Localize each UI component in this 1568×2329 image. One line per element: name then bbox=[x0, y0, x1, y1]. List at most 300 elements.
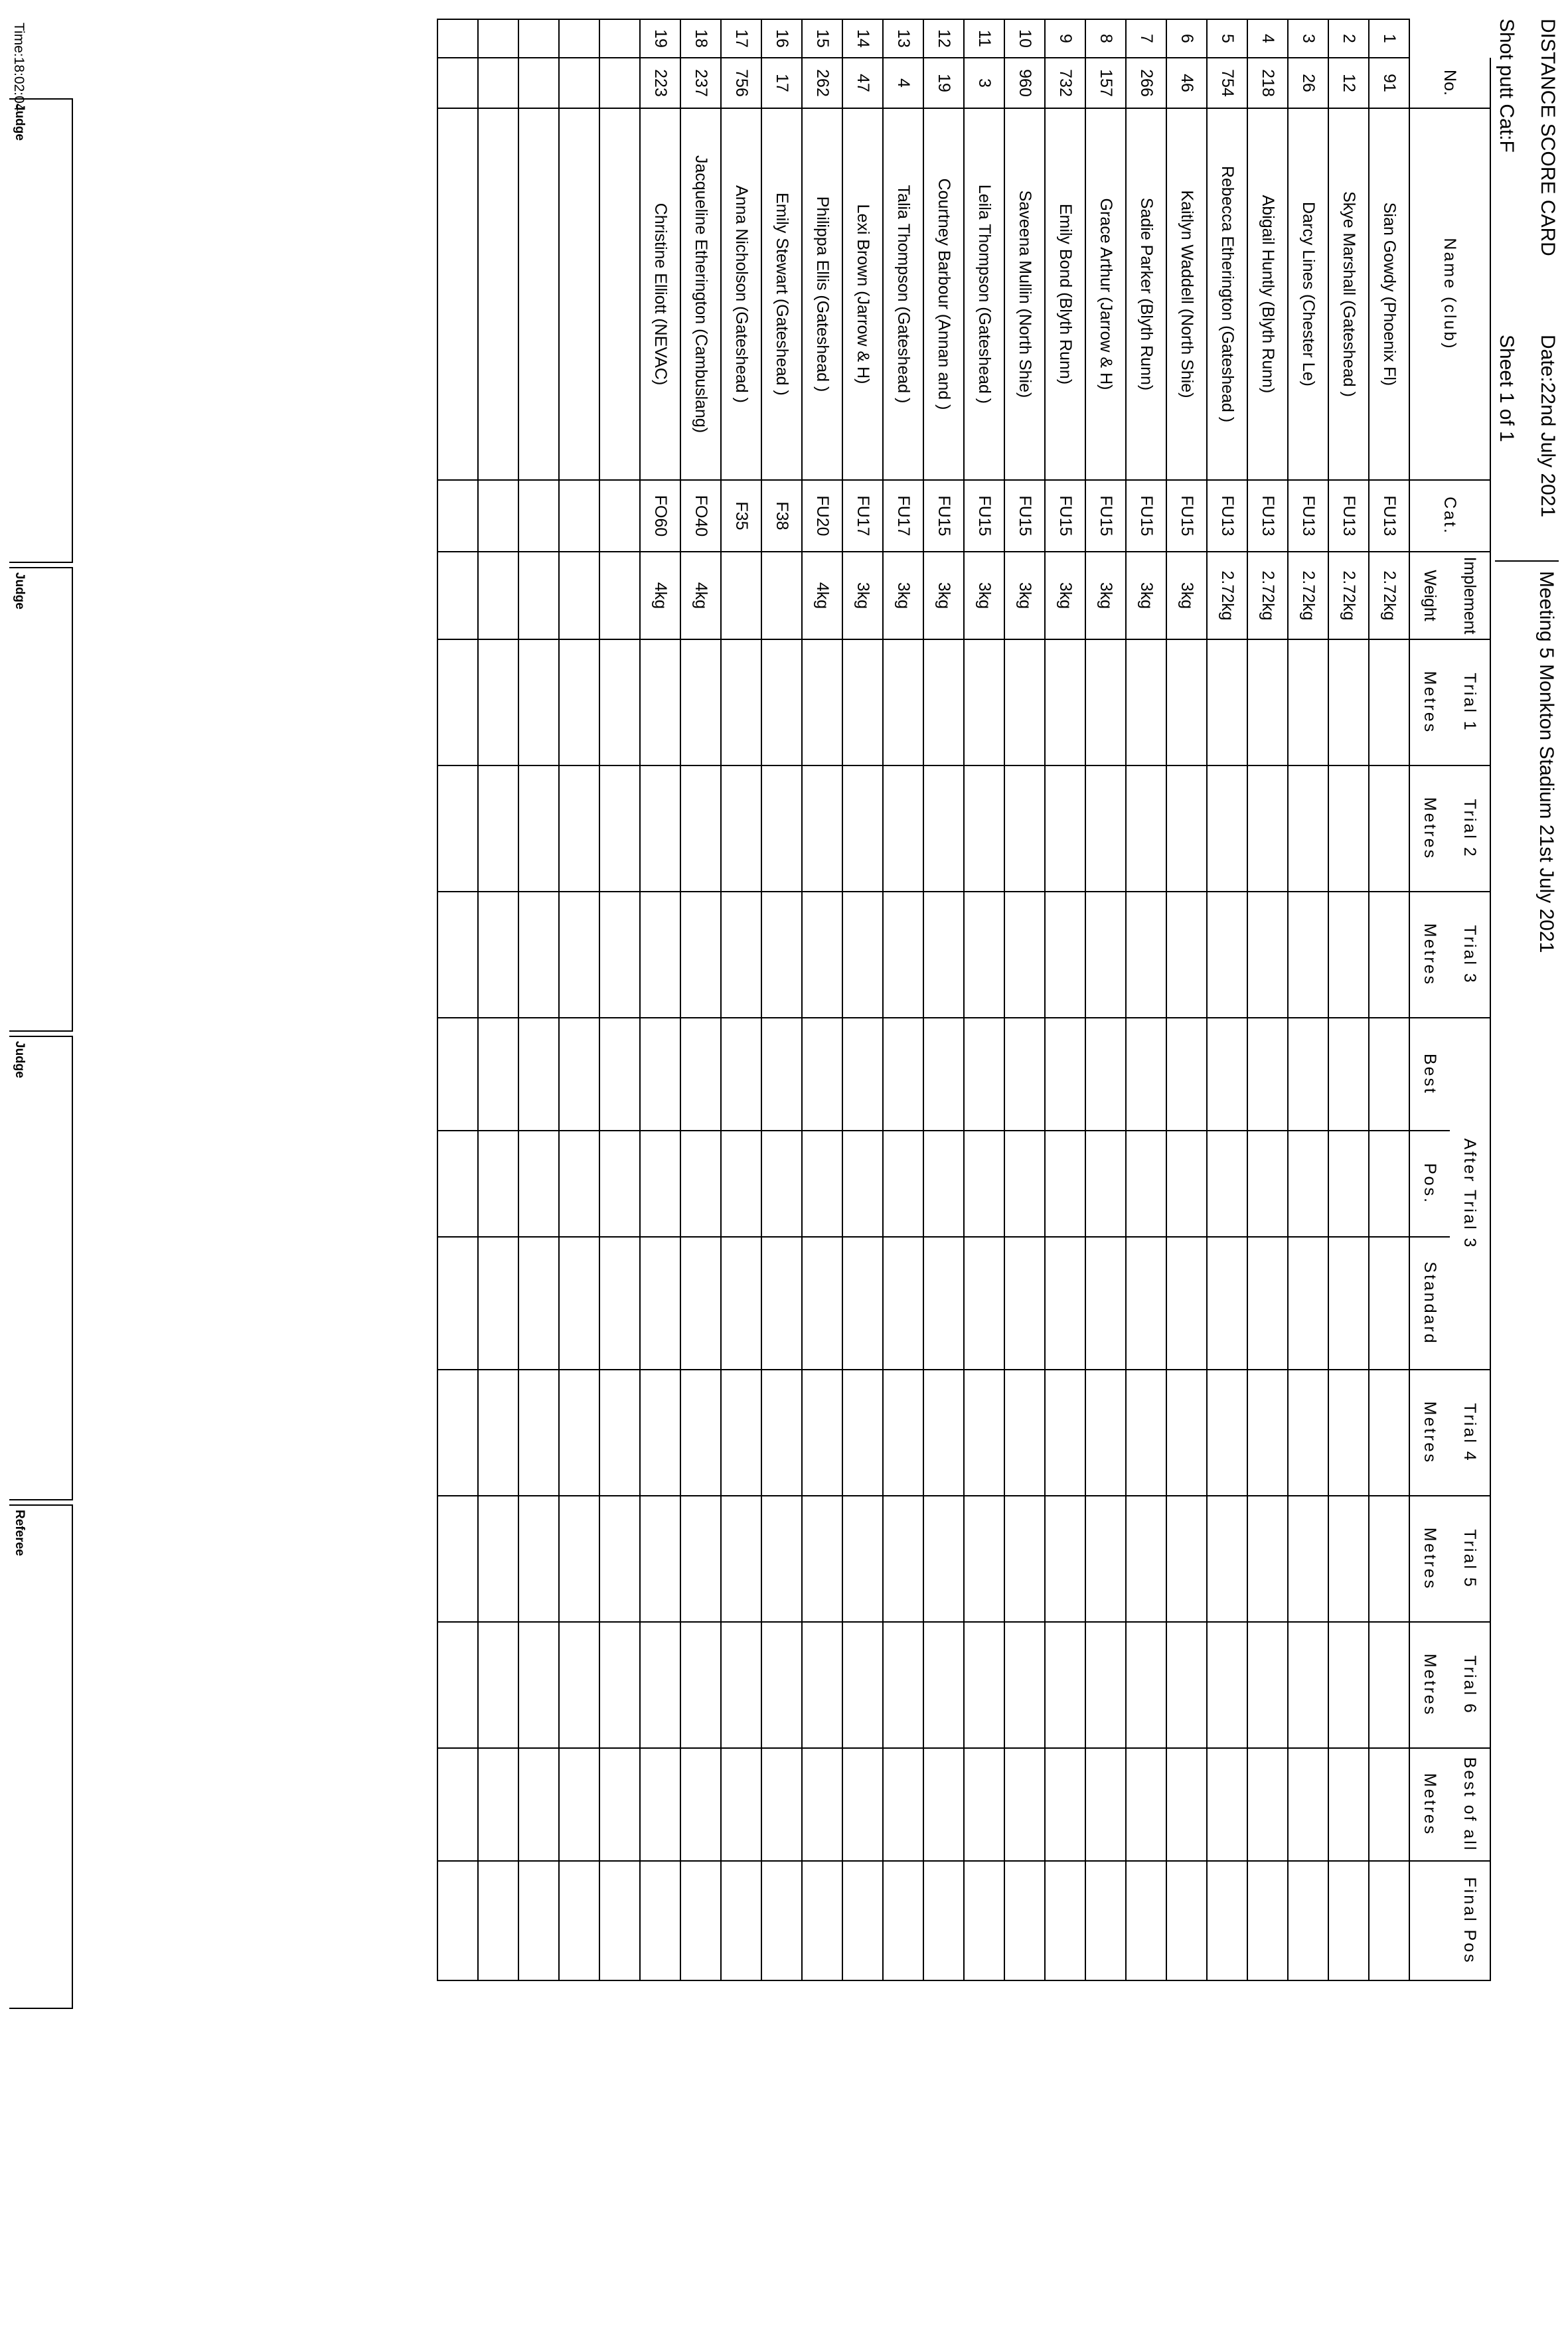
cell-after3-pos[interactable] bbox=[842, 1131, 883, 1237]
cell-trial5[interactable] bbox=[640, 1496, 680, 1622]
cell-trial2[interactable] bbox=[1126, 765, 1166, 892]
cell-trial4[interactable] bbox=[640, 1370, 680, 1496]
cell-athlete-number: 218 bbox=[1247, 58, 1288, 108]
cell-trial1[interactable] bbox=[1166, 639, 1207, 765]
cell-trial3[interactable] bbox=[1207, 892, 1247, 1018]
cell-trial3[interactable] bbox=[923, 892, 964, 1018]
cell-trial4[interactable] bbox=[761, 1370, 802, 1496]
cell-trial2[interactable] bbox=[802, 765, 842, 892]
cell-best-of-all[interactable] bbox=[923, 1748, 964, 1861]
cell-after3-best[interactable] bbox=[1126, 1018, 1166, 1131]
cell-trial4[interactable] bbox=[1369, 1370, 1409, 1496]
judge-signature-1[interactable] bbox=[9, 98, 73, 563]
cell-trial1[interactable] bbox=[680, 639, 721, 765]
cell-after3-best[interactable] bbox=[1004, 1018, 1045, 1131]
cell-trial6[interactable] bbox=[1045, 1622, 1085, 1748]
cell-trial2[interactable] bbox=[883, 765, 923, 892]
cell-trial6[interactable] bbox=[478, 1622, 518, 1748]
cell-best-of-all[interactable] bbox=[1247, 1748, 1288, 1861]
cell-after3-pos[interactable] bbox=[1288, 1131, 1328, 1237]
cell-after3-pos[interactable] bbox=[437, 1131, 478, 1237]
cell-final-pos[interactable] bbox=[599, 1861, 640, 1980]
cell-final-pos[interactable] bbox=[1207, 1861, 1247, 1980]
cell-after3-best[interactable] bbox=[1207, 1018, 1247, 1131]
cell-trial2[interactable] bbox=[680, 765, 721, 892]
cell-trial5[interactable] bbox=[1328, 1496, 1369, 1622]
cell-trial3[interactable] bbox=[842, 892, 883, 1018]
cell-trial4[interactable] bbox=[1166, 1370, 1207, 1496]
cell-after3-standard[interactable] bbox=[640, 1237, 680, 1370]
cell-trial6[interactable] bbox=[721, 1622, 761, 1748]
event-category: Shot putt Cat:F bbox=[1496, 19, 1518, 153]
cell-after3-standard[interactable] bbox=[1126, 1237, 1166, 1370]
cell-trial1[interactable] bbox=[559, 639, 599, 765]
cell-trial4[interactable] bbox=[1288, 1370, 1328, 1496]
cell-after3-pos[interactable] bbox=[1085, 1131, 1126, 1237]
cell-trial6[interactable] bbox=[437, 1622, 478, 1748]
cell-trial5[interactable] bbox=[680, 1496, 721, 1622]
cell-best-of-all[interactable] bbox=[964, 1748, 1004, 1861]
cell-best-of-all[interactable] bbox=[842, 1748, 883, 1861]
cell-after3-best[interactable] bbox=[437, 1018, 478, 1131]
cell-final-pos[interactable] bbox=[1166, 1861, 1207, 1980]
cell-trial1[interactable] bbox=[1045, 639, 1085, 765]
cell-trial4[interactable] bbox=[1328, 1370, 1369, 1496]
cell-final-pos[interactable] bbox=[883, 1861, 923, 1980]
cell-trial1[interactable] bbox=[1085, 639, 1126, 765]
row-index: 11 bbox=[964, 19, 1004, 58]
cell-trial4[interactable] bbox=[437, 1370, 478, 1496]
cell-best-of-all[interactable] bbox=[1126, 1748, 1166, 1861]
cell-trial6[interactable] bbox=[964, 1622, 1004, 1748]
cell-after3-standard[interactable] bbox=[1085, 1237, 1126, 1370]
cell-trial6[interactable] bbox=[1288, 1622, 1328, 1748]
cell-athlete-number: 756 bbox=[721, 58, 761, 108]
cell-after3-best[interactable] bbox=[478, 1018, 518, 1131]
cell-after3-pos[interactable] bbox=[802, 1131, 842, 1237]
cell-after3-standard[interactable] bbox=[1166, 1237, 1207, 1370]
cell-trial2[interactable] bbox=[1004, 765, 1045, 892]
cell-after3-pos[interactable] bbox=[599, 1131, 640, 1237]
cell-final-pos[interactable] bbox=[437, 1861, 478, 1980]
cell-final-pos[interactable] bbox=[923, 1861, 964, 1980]
cell-trial2[interactable] bbox=[842, 765, 883, 892]
cell-best-of-all[interactable] bbox=[802, 1748, 842, 1861]
cell-final-pos[interactable] bbox=[1247, 1861, 1288, 1980]
cell-after3-standard[interactable] bbox=[1328, 1237, 1369, 1370]
cell-trial6[interactable] bbox=[599, 1622, 640, 1748]
cell-after3-best[interactable] bbox=[923, 1018, 964, 1131]
cell-trial3[interactable] bbox=[680, 892, 721, 1018]
cell-trial2[interactable] bbox=[1045, 765, 1085, 892]
cell-after3-best[interactable] bbox=[1045, 1018, 1085, 1131]
cell-after3-pos[interactable] bbox=[680, 1131, 721, 1237]
cell-final-pos[interactable] bbox=[761, 1861, 802, 1980]
cell-trial4[interactable] bbox=[1247, 1370, 1288, 1496]
cell-trial2[interactable] bbox=[437, 765, 478, 892]
cell-after3-pos[interactable] bbox=[883, 1131, 923, 1237]
cell-trial1[interactable] bbox=[640, 639, 680, 765]
cell-after3-standard[interactable] bbox=[518, 1237, 559, 1370]
cell-after3-pos[interactable] bbox=[1369, 1131, 1409, 1237]
cell-trial3[interactable] bbox=[1085, 892, 1126, 1018]
cell-trial1[interactable] bbox=[721, 639, 761, 765]
table-row bbox=[1004, 19, 1045, 1980]
cell-trial5[interactable] bbox=[1288, 1496, 1328, 1622]
referee-signature[interactable] bbox=[9, 1504, 73, 2009]
judge-signature-3[interactable] bbox=[9, 1036, 73, 1500]
header-no: No. bbox=[1409, 58, 1490, 108]
cell-trial6[interactable] bbox=[1328, 1622, 1369, 1748]
cell-trial4[interactable] bbox=[1085, 1370, 1126, 1496]
cell-after3-best[interactable] bbox=[640, 1018, 680, 1131]
header-implement-weight: Weight bbox=[1409, 552, 1450, 639]
cell-trial3[interactable] bbox=[559, 892, 599, 1018]
cell-after3-standard[interactable] bbox=[437, 1237, 478, 1370]
cell-category: FU13 bbox=[1369, 480, 1409, 552]
cell-trial5[interactable] bbox=[761, 1496, 802, 1622]
cell-athlete-name bbox=[478, 108, 518, 480]
cell-after3-best[interactable] bbox=[964, 1018, 1004, 1131]
cell-after3-pos[interactable] bbox=[1045, 1131, 1085, 1237]
cell-trial5[interactable] bbox=[1247, 1496, 1288, 1622]
cell-trial2[interactable] bbox=[1288, 765, 1328, 892]
cell-final-pos[interactable] bbox=[1004, 1861, 1045, 1980]
cell-trial2[interactable] bbox=[1085, 765, 1126, 892]
cell-after3-standard[interactable] bbox=[802, 1237, 842, 1370]
cell-trial4[interactable] bbox=[802, 1370, 842, 1496]
cell-trial4[interactable] bbox=[478, 1370, 518, 1496]
cell-final-pos[interactable] bbox=[478, 1861, 518, 1980]
cell-trial5[interactable] bbox=[883, 1496, 923, 1622]
cell-after3-pos[interactable] bbox=[1207, 1131, 1247, 1237]
cell-trial3[interactable] bbox=[1328, 892, 1369, 1018]
cell-after3-standard[interactable] bbox=[680, 1237, 721, 1370]
cell-after3-best[interactable] bbox=[518, 1018, 559, 1131]
header-trial3-metres: Metres bbox=[1409, 892, 1450, 1018]
cell-after3-best[interactable] bbox=[802, 1018, 842, 1131]
row-index: 14 bbox=[842, 19, 883, 58]
cell-best-of-all[interactable] bbox=[559, 1748, 599, 1861]
cell-trial6[interactable] bbox=[883, 1622, 923, 1748]
cell-after3-best[interactable] bbox=[559, 1018, 599, 1131]
cell-trial4[interactable] bbox=[923, 1370, 964, 1496]
cell-final-pos[interactable] bbox=[640, 1861, 680, 1980]
table-row bbox=[559, 19, 599, 1980]
cell-trial3[interactable] bbox=[1247, 892, 1288, 1018]
cell-best-of-all[interactable] bbox=[437, 1748, 478, 1861]
cell-after3-pos[interactable] bbox=[923, 1131, 964, 1237]
cell-after3-best[interactable] bbox=[1247, 1018, 1288, 1131]
cell-trial5[interactable] bbox=[559, 1496, 599, 1622]
cell-after3-best[interactable] bbox=[1085, 1018, 1126, 1131]
cell-implement-weight bbox=[721, 552, 761, 639]
cell-after3-best[interactable] bbox=[1288, 1018, 1328, 1131]
cell-trial1[interactable] bbox=[518, 639, 559, 765]
cell-after3-pos[interactable] bbox=[721, 1131, 761, 1237]
row-index: 10 bbox=[1004, 19, 1045, 58]
cell-trial4[interactable] bbox=[518, 1370, 559, 1496]
cell-after3-standard[interactable] bbox=[1247, 1237, 1288, 1370]
cell-athlete-name: Kaitlyn Waddell (North Shie) bbox=[1166, 108, 1207, 480]
cell-trial1[interactable] bbox=[964, 639, 1004, 765]
cell-final-pos[interactable] bbox=[721, 1861, 761, 1980]
cell-after3-pos[interactable] bbox=[1247, 1131, 1288, 1237]
cell-trial1[interactable] bbox=[923, 639, 964, 765]
cell-after3-best[interactable] bbox=[680, 1018, 721, 1131]
cell-trial3[interactable] bbox=[599, 892, 640, 1018]
cell-trial1[interactable] bbox=[478, 639, 518, 765]
cell-trial2[interactable] bbox=[599, 765, 640, 892]
cell-trial6[interactable] bbox=[1004, 1622, 1045, 1748]
cell-final-pos[interactable] bbox=[1126, 1861, 1166, 1980]
cell-trial1[interactable] bbox=[1207, 639, 1247, 765]
cell-trial2[interactable] bbox=[518, 765, 559, 892]
row-index: 3 bbox=[1288, 19, 1328, 58]
cell-trial1[interactable] bbox=[802, 639, 842, 765]
cell-after3-best[interactable] bbox=[721, 1018, 761, 1131]
row-index bbox=[599, 19, 640, 58]
cell-after3-standard[interactable] bbox=[923, 1237, 964, 1370]
cell-trial6[interactable] bbox=[559, 1622, 599, 1748]
cell-trial1[interactable] bbox=[1126, 639, 1166, 765]
cell-best-of-all[interactable] bbox=[640, 1748, 680, 1861]
cell-trial2[interactable] bbox=[721, 765, 761, 892]
cell-best-of-all[interactable] bbox=[599, 1748, 640, 1861]
cell-final-pos[interactable] bbox=[1288, 1861, 1328, 1980]
cell-final-pos[interactable] bbox=[1045, 1861, 1085, 1980]
cell-trial5[interactable] bbox=[518, 1496, 559, 1622]
header-best-of-all: Best of all bbox=[1450, 1748, 1490, 1861]
cell-after3-best[interactable] bbox=[1328, 1018, 1369, 1131]
cell-trial2[interactable] bbox=[640, 765, 680, 892]
cell-after3-pos[interactable] bbox=[1126, 1131, 1166, 1237]
cell-final-pos[interactable] bbox=[802, 1861, 842, 1980]
cell-best-of-all[interactable] bbox=[1085, 1748, 1126, 1861]
cell-best-of-all[interactable] bbox=[1288, 1748, 1328, 1861]
cell-trial3[interactable] bbox=[802, 892, 842, 1018]
cell-trial4[interactable] bbox=[1004, 1370, 1045, 1496]
cell-trial5[interactable] bbox=[1126, 1496, 1166, 1622]
cell-trial1[interactable] bbox=[437, 639, 478, 765]
cell-after3-pos[interactable] bbox=[761, 1131, 802, 1237]
cell-trial1[interactable] bbox=[761, 639, 802, 765]
cell-after3-standard[interactable] bbox=[1288, 1237, 1328, 1370]
cell-trial5[interactable] bbox=[802, 1496, 842, 1622]
cell-after3-standard[interactable] bbox=[883, 1237, 923, 1370]
cell-after3-standard[interactable] bbox=[721, 1237, 761, 1370]
cell-best-of-all[interactable] bbox=[1328, 1748, 1369, 1861]
cell-trial3[interactable] bbox=[1126, 892, 1166, 1018]
cell-trial3[interactable] bbox=[964, 892, 1004, 1018]
cell-best-of-all[interactable] bbox=[518, 1748, 559, 1861]
cell-best-of-all[interactable] bbox=[1004, 1748, 1045, 1861]
cell-trial3[interactable] bbox=[437, 892, 478, 1018]
cell-trial2[interactable] bbox=[559, 765, 599, 892]
cell-after3-best[interactable] bbox=[842, 1018, 883, 1131]
cell-trial3[interactable] bbox=[1166, 892, 1207, 1018]
cell-trial6[interactable] bbox=[1207, 1622, 1247, 1748]
cell-trial1[interactable] bbox=[1288, 639, 1328, 765]
cell-best-of-all[interactable] bbox=[478, 1748, 518, 1861]
cell-after3-standard[interactable] bbox=[761, 1237, 802, 1370]
cell-trial2[interactable] bbox=[1369, 765, 1409, 892]
page-title: DISTANCE SCORE CARD bbox=[1537, 19, 1559, 256]
cell-best-of-all[interactable] bbox=[761, 1748, 802, 1861]
header-index-spacer bbox=[1450, 19, 1490, 58]
cell-trial6[interactable] bbox=[802, 1622, 842, 1748]
cell-trial2[interactable] bbox=[923, 765, 964, 892]
cell-final-pos[interactable] bbox=[964, 1861, 1004, 1980]
cell-trial4[interactable] bbox=[1207, 1370, 1247, 1496]
cell-best-of-all[interactable] bbox=[1166, 1748, 1207, 1861]
cell-after3-best[interactable] bbox=[883, 1018, 923, 1131]
table-row bbox=[923, 19, 964, 1980]
cell-after3-best[interactable] bbox=[1166, 1018, 1207, 1131]
cell-trial4[interactable] bbox=[559, 1370, 599, 1496]
cell-trial3[interactable] bbox=[721, 892, 761, 1018]
cell-trial4[interactable] bbox=[842, 1370, 883, 1496]
cell-trial1[interactable] bbox=[1328, 639, 1369, 765]
cell-trial4[interactable] bbox=[721, 1370, 761, 1496]
cell-after3-pos[interactable] bbox=[559, 1131, 599, 1237]
cell-best-of-all[interactable] bbox=[1369, 1748, 1409, 1861]
cell-trial1[interactable] bbox=[599, 639, 640, 765]
cell-implement-weight bbox=[599, 552, 640, 639]
cell-trial3[interactable] bbox=[1045, 892, 1085, 1018]
cell-final-pos[interactable] bbox=[1369, 1861, 1409, 1980]
cell-after3-pos[interactable] bbox=[1166, 1131, 1207, 1237]
cell-trial1[interactable] bbox=[842, 639, 883, 765]
cell-after3-standard[interactable] bbox=[842, 1237, 883, 1370]
judge-signature-2[interactable] bbox=[9, 567, 73, 1032]
cell-trial5[interactable] bbox=[437, 1496, 478, 1622]
cell-athlete-name: Anna Nicholson (Gateshead ) bbox=[721, 108, 761, 480]
cell-trial3[interactable] bbox=[518, 892, 559, 1018]
cell-trial4[interactable] bbox=[964, 1370, 1004, 1496]
cell-trial2[interactable] bbox=[1247, 765, 1288, 892]
cell-final-pos[interactable] bbox=[1085, 1861, 1126, 1980]
cell-after3-pos[interactable] bbox=[640, 1131, 680, 1237]
cell-trial3[interactable] bbox=[761, 892, 802, 1018]
cell-after3-standard[interactable] bbox=[559, 1237, 599, 1370]
cell-trial6[interactable] bbox=[761, 1622, 802, 1748]
cell-athlete-number bbox=[437, 58, 478, 108]
cell-after3-pos[interactable] bbox=[964, 1131, 1004, 1237]
cell-trial3[interactable] bbox=[478, 892, 518, 1018]
cell-after3-standard[interactable] bbox=[599, 1237, 640, 1370]
cell-after3-best[interactable] bbox=[1369, 1018, 1409, 1131]
cell-best-of-all[interactable] bbox=[680, 1748, 721, 1861]
cell-trial6[interactable] bbox=[518, 1622, 559, 1748]
cell-trial4[interactable] bbox=[1045, 1370, 1085, 1496]
cell-trial6[interactable] bbox=[640, 1622, 680, 1748]
cell-final-pos[interactable] bbox=[518, 1861, 559, 1980]
cell-trial1[interactable] bbox=[1247, 639, 1288, 765]
cell-trial5[interactable] bbox=[964, 1496, 1004, 1622]
cell-trial1[interactable] bbox=[1004, 639, 1045, 765]
cell-trial5[interactable] bbox=[1004, 1496, 1045, 1622]
cell-trial6[interactable] bbox=[1126, 1622, 1166, 1748]
cell-after3-standard[interactable] bbox=[1045, 1237, 1085, 1370]
cell-after3-standard[interactable] bbox=[478, 1237, 518, 1370]
cell-trial4[interactable] bbox=[1126, 1370, 1166, 1496]
cell-athlete-name: Abigail Huntly (Blyth Runn) bbox=[1247, 108, 1288, 480]
cell-trial2[interactable] bbox=[1166, 765, 1207, 892]
cell-trial4[interactable] bbox=[680, 1370, 721, 1496]
cell-after3-standard[interactable] bbox=[964, 1237, 1004, 1370]
cell-trial4[interactable] bbox=[883, 1370, 923, 1496]
cell-trial5[interactable] bbox=[1207, 1496, 1247, 1622]
cell-after3-standard[interactable] bbox=[1004, 1237, 1045, 1370]
cell-final-pos[interactable] bbox=[1328, 1861, 1369, 1980]
cell-after3-standard[interactable] bbox=[1369, 1237, 1409, 1370]
judge-label-3: Judge bbox=[13, 1041, 27, 1078]
cell-trial5[interactable] bbox=[1085, 1496, 1126, 1622]
cell-category: FU17 bbox=[883, 480, 923, 552]
cell-trial2[interactable] bbox=[1207, 765, 1247, 892]
cell-trial2[interactable] bbox=[964, 765, 1004, 892]
cell-after3-standard[interactable] bbox=[1207, 1237, 1247, 1370]
cell-trial5[interactable] bbox=[1369, 1496, 1409, 1622]
cell-trial3[interactable] bbox=[640, 892, 680, 1018]
cell-trial2[interactable] bbox=[1328, 765, 1369, 892]
cell-after3-pos[interactable] bbox=[1328, 1131, 1369, 1237]
cell-athlete-name: Emily Bond (Blyth Runn) bbox=[1045, 108, 1085, 480]
cell-trial6[interactable] bbox=[1369, 1622, 1409, 1748]
header-bestall-metres: Metres bbox=[1409, 1748, 1450, 1861]
cell-trial6[interactable] bbox=[1166, 1622, 1207, 1748]
cell-after3-pos[interactable] bbox=[478, 1131, 518, 1237]
cell-after3-pos[interactable] bbox=[518, 1131, 559, 1237]
cell-trial1[interactable] bbox=[1369, 639, 1409, 765]
cell-after3-best[interactable] bbox=[599, 1018, 640, 1131]
cell-final-pos[interactable] bbox=[680, 1861, 721, 1980]
cell-final-pos[interactable] bbox=[842, 1861, 883, 1980]
table-row bbox=[680, 19, 721, 1980]
cell-trial5[interactable] bbox=[478, 1496, 518, 1622]
cell-best-of-all[interactable] bbox=[883, 1748, 923, 1861]
cell-trial6[interactable] bbox=[842, 1622, 883, 1748]
cell-trial5[interactable] bbox=[842, 1496, 883, 1622]
cell-trial5[interactable] bbox=[721, 1496, 761, 1622]
cell-trial5[interactable] bbox=[923, 1496, 964, 1622]
cell-trial6[interactable] bbox=[1085, 1622, 1126, 1748]
cell-trial3[interactable] bbox=[1369, 892, 1409, 1018]
cell-trial2[interactable] bbox=[761, 765, 802, 892]
row-index bbox=[437, 19, 478, 58]
cell-trial5[interactable] bbox=[1166, 1496, 1207, 1622]
cell-trial3[interactable] bbox=[1004, 892, 1045, 1018]
cell-best-of-all[interactable] bbox=[1045, 1748, 1085, 1861]
cell-trial3[interactable] bbox=[1288, 892, 1328, 1018]
cell-trial4[interactable] bbox=[599, 1370, 640, 1496]
cell-trial6[interactable] bbox=[680, 1622, 721, 1748]
cell-best-of-all[interactable] bbox=[721, 1748, 761, 1861]
cell-athlete-name: Sian Gowdy (Phoenix Fl) bbox=[1369, 108, 1409, 480]
cell-after3-best[interactable] bbox=[761, 1018, 802, 1131]
cell-trial3[interactable] bbox=[883, 892, 923, 1018]
cell-trial6[interactable] bbox=[1247, 1622, 1288, 1748]
cell-after3-pos[interactable] bbox=[1004, 1131, 1045, 1237]
cell-trial2[interactable] bbox=[478, 765, 518, 892]
cell-best-of-all[interactable] bbox=[1207, 1748, 1247, 1861]
cell-trial1[interactable] bbox=[883, 639, 923, 765]
cell-trial5[interactable] bbox=[1045, 1496, 1085, 1622]
cell-final-pos[interactable] bbox=[559, 1861, 599, 1980]
cell-trial6[interactable] bbox=[923, 1622, 964, 1748]
cell-trial5[interactable] bbox=[599, 1496, 640, 1622]
